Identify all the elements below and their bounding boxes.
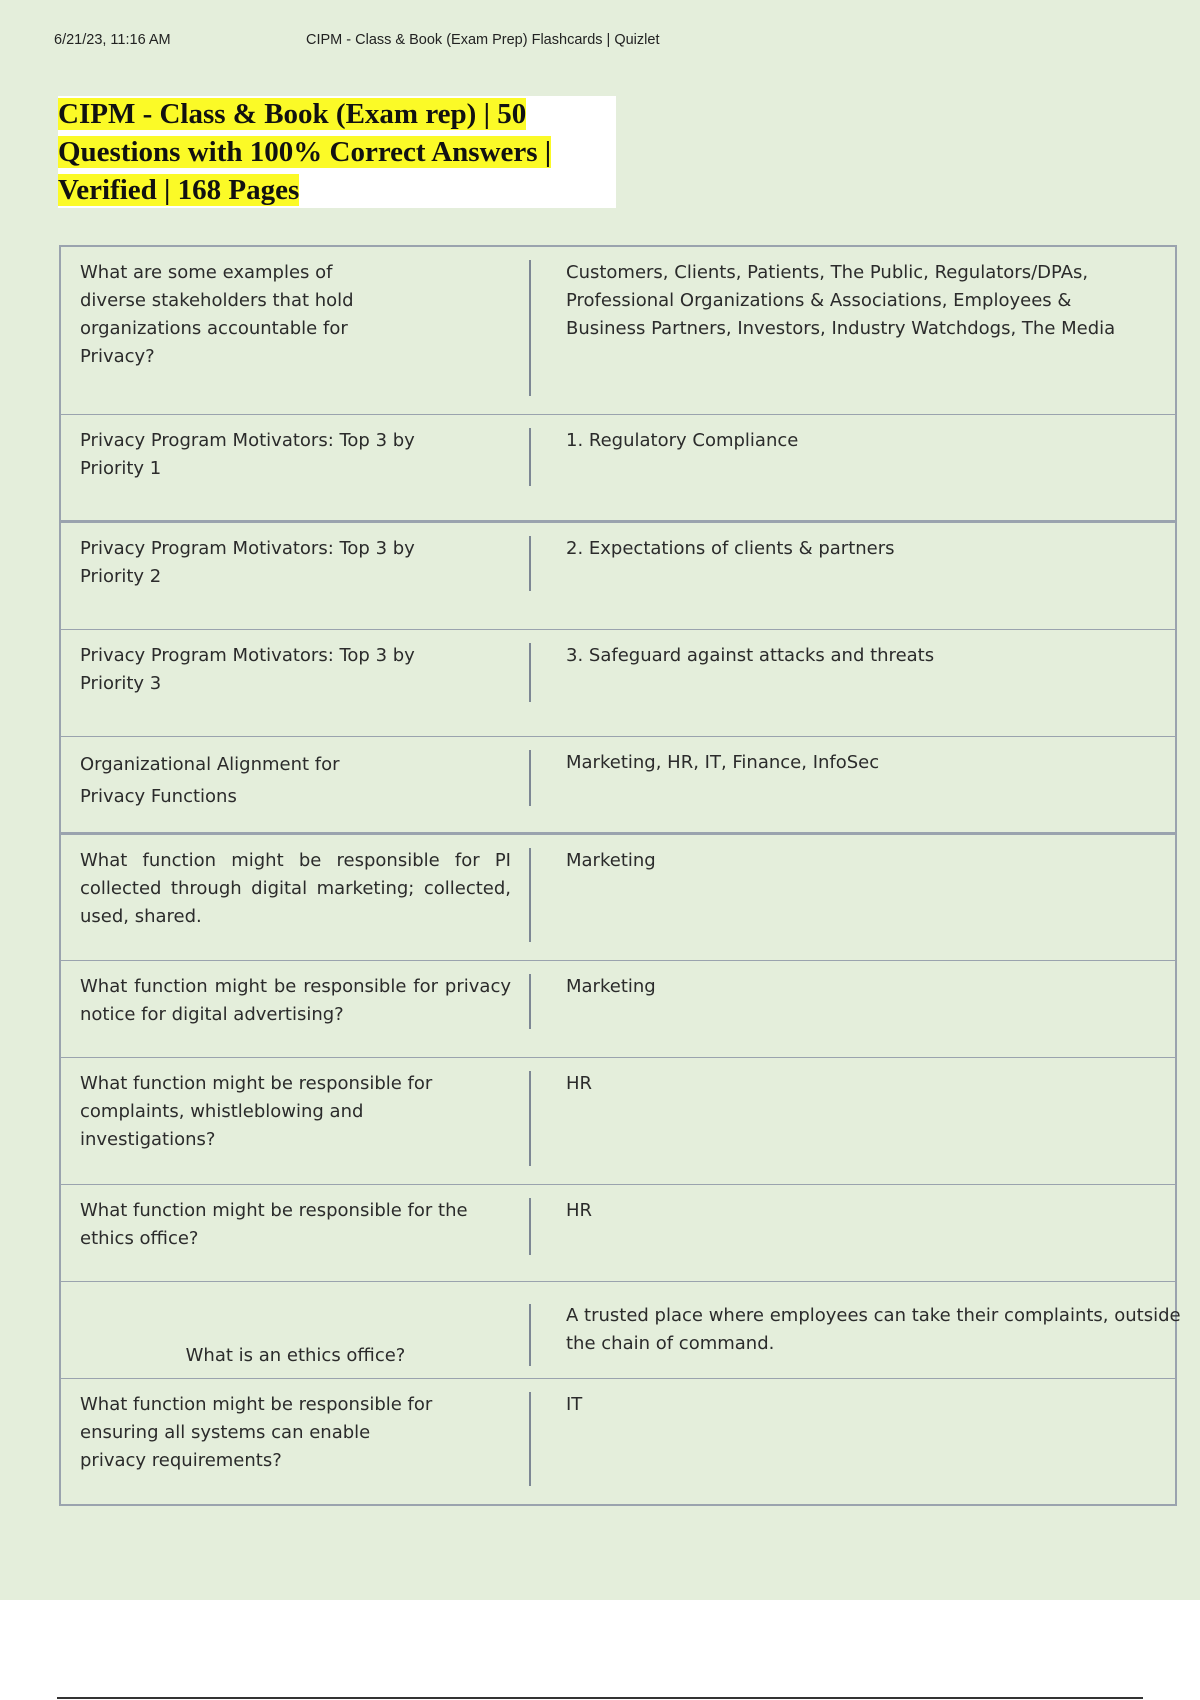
question-text: Privacy Program Motivators: Top 3 by Priority 1 <box>80 429 415 479</box>
cell-divider <box>529 1392 531 1487</box>
title-line-3: Verified | 168 Pages <box>58 174 300 206</box>
cell-divider <box>529 260 531 396</box>
print-page-title: CIPM - Class & Book (Exam Prep) Flashcards | Quizlet <box>306 32 660 48</box>
flashcard-row <box>60 1281 1176 1378</box>
answer-cell <box>531 1281 1181 1378</box>
flashcard-row <box>60 1184 1176 1281</box>
answer-text: 3. Safeguard against attacks and threats <box>566 644 935 666</box>
answer-cell <box>531 246 1176 414</box>
flashcard-row <box>60 246 1176 414</box>
question-text: What function might be responsible for complaints, whistleblowing and investigations? <box>80 1072 433 1150</box>
answer-cell <box>531 1057 1176 1184</box>
answer-text: 2. Expectations of clients & partners <box>566 537 895 559</box>
question-cell <box>60 1184 531 1281</box>
cell-divider <box>529 848 531 942</box>
answer-text: A trusted place where employees can take their complaints, outside the chain of command. <box>566 1304 1181 1354</box>
answer-cell <box>531 414 1176 521</box>
question-cell <box>60 736 531 833</box>
answer-cell <box>531 833 1176 960</box>
question-cell <box>60 833 531 960</box>
question-text: What function might be responsible for PI collected through digital marketing; collected, used, shared. <box>80 849 511 927</box>
flashcard-row <box>60 521 1176 629</box>
cell-divider <box>529 974 531 1029</box>
question-cell <box>60 1378 531 1505</box>
flashcard-row <box>60 629 1176 736</box>
question-text: What function might be responsible for the ethics office? <box>80 1199 468 1249</box>
cell-divider <box>529 750 531 806</box>
cell-divider <box>529 643 531 702</box>
cell-divider <box>529 1071 531 1166</box>
footer-rule <box>57 1697 1143 1699</box>
flashcard-table <box>59 245 1181 1506</box>
cell-divider <box>529 1198 531 1255</box>
question-text: Privacy Program Motivators: Top 3 by Priority 3 <box>80 644 415 694</box>
question-cell <box>60 960 531 1057</box>
answer-text: Customers, Clients, Patients, The Public, Regulators/DPAs, Professional Organizations & Associations, Employees & Business Partners, Investors, Industry Watchdogs, The Media <box>566 262 1116 339</box>
answer-cell <box>531 1378 1176 1505</box>
answer-text: IT <box>566 1393 583 1415</box>
answer-text: HR <box>566 1072 593 1094</box>
question-cell <box>60 1281 531 1378</box>
answer-text: 1. Regulatory Compliance <box>566 429 799 451</box>
answer-cell <box>531 960 1176 1057</box>
question-cell <box>60 414 531 521</box>
cell-divider <box>529 428 531 486</box>
answer-text: Marketing, HR, IT, Finance, InfoSec <box>566 751 880 773</box>
question-cell <box>60 629 531 736</box>
flashcard-row <box>60 960 1176 1057</box>
question-text: What is an ethics office? <box>185 1344 406 1366</box>
title-line-2: Questions with 100% Correct Answers | <box>58 136 552 168</box>
flashcard-row <box>60 1057 1176 1184</box>
print-datetime: 6/21/23, 11:16 AM <box>54 32 171 48</box>
answer-cell <box>531 736 1176 833</box>
answer-cell <box>531 521 1176 629</box>
question-text: Privacy Program Motivators: Top 3 by Priority 2 <box>80 537 415 587</box>
question-cell <box>60 246 531 414</box>
question-text: What are some examples of diverse stakeholders that hold organizations accountable for Privacy? <box>80 262 354 367</box>
flashcard-row <box>60 1378 1176 1505</box>
flashcard-row <box>60 414 1176 521</box>
answer-text: Marketing <box>566 849 656 871</box>
print-header <box>0 32 1200 52</box>
cell-divider <box>529 1304 531 1366</box>
flashcard-row <box>60 736 1176 833</box>
question-text: What function might be responsible for privacy notice for digital advertising? <box>80 975 511 1025</box>
question-cell <box>60 521 531 629</box>
answer-text: HR <box>566 1199 593 1221</box>
answer-cell <box>531 629 1176 736</box>
document-title <box>58 95 618 209</box>
question-cell <box>60 1057 531 1184</box>
answer-cell <box>531 1184 1176 1281</box>
answer-text: Marketing <box>566 975 656 997</box>
question-text: What function might be responsible for ensuring all systems can enable privacy requirements? <box>80 1393 433 1471</box>
question-text: Organizational Alignment for Privacy Functions <box>80 753 340 807</box>
cell-divider <box>529 536 531 591</box>
title-line-1: CIPM - Class & Book (Exam rep) | 50 <box>58 98 527 130</box>
flashcard-row <box>60 833 1176 960</box>
